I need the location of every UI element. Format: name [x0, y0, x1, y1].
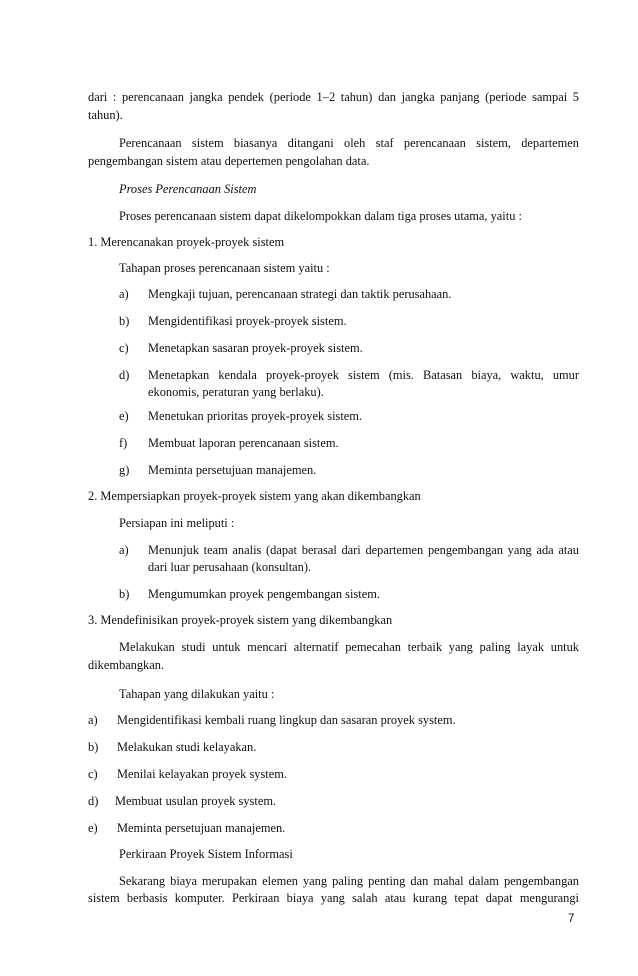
- section-lead: Tahapan proses perencanaan sistem yaitu :: [119, 261, 330, 275]
- paragraph-line: dikembangkan.: [88, 658, 165, 672]
- list-text-continued: dari luar perusahaan (konsultan).: [148, 560, 312, 574]
- intro-text: Proses perencanaan sistem dapat dikelompokkan dalam tiga proses utama, yaitu :: [119, 209, 522, 223]
- list-text: Menetukan prioritas proyek-proyek sistem.: [148, 409, 363, 423]
- list-text: Mengumumkan proyek pengembangan sistem.: [148, 587, 380, 601]
- list-label: f): [119, 436, 128, 450]
- paragraph-line: Sekarang biaya merupakan elemen yang paling penting dan mahal dalam pengembangan: [119, 874, 579, 888]
- list-text: Melakukan studi kelayakan.: [117, 740, 257, 754]
- list-text: Meminta persetujuan manajemen.: [117, 821, 286, 835]
- list-text: Mengkaji tujuan, perencanaan strategi dan taktik perusahaan.: [148, 287, 452, 301]
- list-label: a): [119, 543, 129, 557]
- section-title: 3. Mendefinisikan proyek-proyek sistem yang dikembangkan: [88, 613, 393, 627]
- list-label: b): [119, 314, 130, 328]
- list-label: g): [119, 463, 130, 477]
- list-label: e): [119, 409, 129, 423]
- paragraph-line: tahun).: [88, 108, 123, 122]
- paragraph-line: Perencanaan sistem biasanya ditangani oleh staf perencanaan sistem, departemen: [119, 136, 579, 150]
- list-label: a): [119, 287, 129, 301]
- section-heading: Perkiraan Proyek Sistem Informasi: [119, 847, 293, 861]
- list-label: c): [88, 767, 98, 781]
- paragraph-line: Melakukan studi untuk mencari alternatif pemecahan terbaik yang paling layak untuk: [119, 640, 579, 654]
- subheading: Proses Perencanaan Sistem: [119, 182, 257, 196]
- list-text-continued: ekonomis, peraturan yang berlaku).: [148, 385, 324, 399]
- section-title: 1. Merencanakan proyek-proyek sistem: [88, 235, 285, 249]
- paragraph-line: pengembangan sistem atau depertemen pengolahan data.: [88, 154, 370, 168]
- section-title: 2. Mempersiapkan proyek-proyek sistem yang akan dikembangkan: [88, 489, 421, 503]
- list-label: a): [88, 713, 98, 727]
- list-label: e): [88, 821, 98, 835]
- list-text: Membuat usulan proyek system.: [115, 794, 277, 808]
- section-lead: Tahapan yang dilakukan yaitu :: [119, 687, 275, 701]
- section-lead: Persiapan ini meliputi :: [119, 516, 235, 530]
- page-number: 7: [568, 913, 575, 925]
- list-label: d): [119, 368, 130, 382]
- list-text: Menetapkan kendala proyek-proyek sistem (mis. Batasan biaya, waktu, umur: [148, 368, 579, 382]
- paragraph-line: sistem berbasis komputer. Perkiraan biaya yang salah atau kurang tepat dapat mengurangi: [88, 891, 579, 905]
- list-text: Meminta persetujuan manajemen.: [148, 463, 317, 477]
- list-label: d): [88, 794, 99, 808]
- list-text: Menetapkan sasaran proyek-proyek sistem.: [148, 341, 363, 355]
- list-label: b): [88, 740, 99, 754]
- list-text: Mengidentifikasi kembali ruang lingkup dan sasaran proyek system.: [117, 713, 456, 727]
- list-text: Menunjuk team analis (dapat berasal dari departemen pengembangan yang ada atau: [148, 543, 579, 557]
- list-label: c): [119, 341, 129, 355]
- list-text: Membuat laporan perencanaan sistem.: [148, 436, 339, 450]
- list-text: Mengidentifikasi proyek-proyek sistem.: [148, 314, 347, 328]
- paragraph-line: dari : perencanaan jangka pendek (periode 1–2 tahun) dan jangka panjang (periode sampai 5: [88, 90, 579, 104]
- list-text: Menilai kelayakan proyek system.: [117, 767, 287, 781]
- list-label: b): [119, 587, 130, 601]
